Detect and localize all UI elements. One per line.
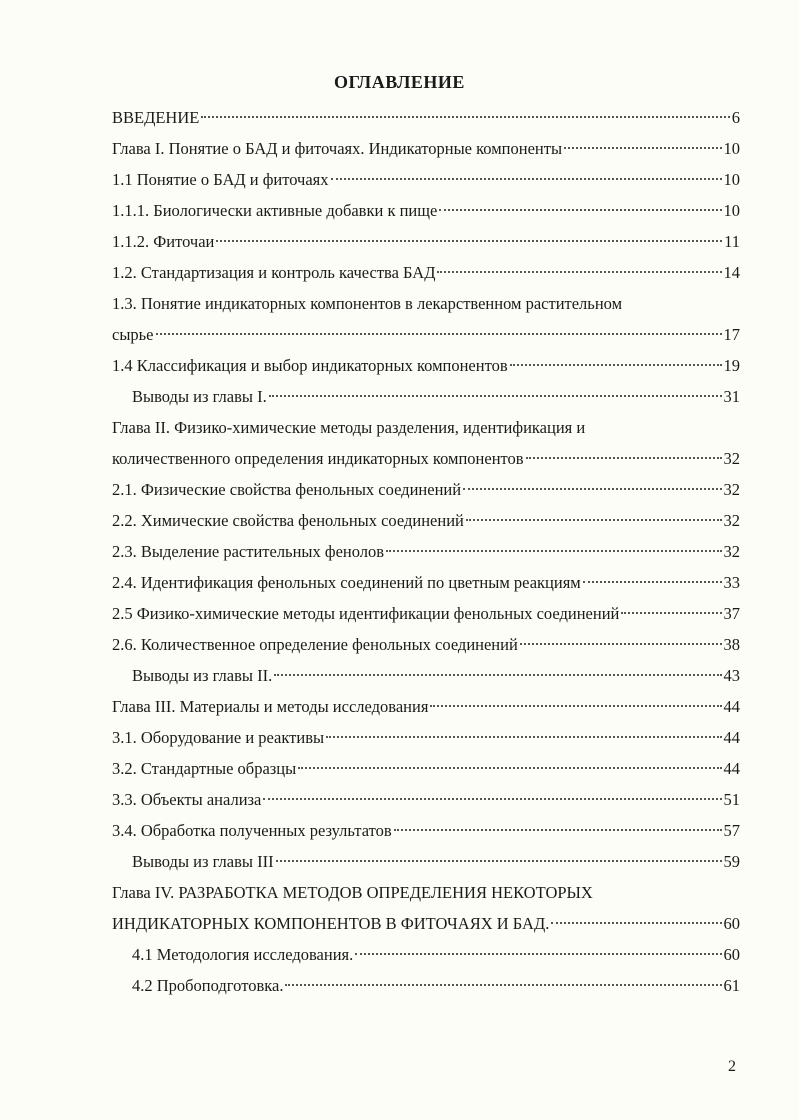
dot-leader	[510, 364, 722, 366]
toc-entry-label: 1.4 Классификация и выбор индикаторных компонентов	[112, 356, 508, 375]
dot-leader	[201, 116, 729, 118]
toc-entry[interactable]	[112, 133, 740, 164]
toc-entry-page: 32	[723, 511, 740, 530]
dot-leader	[216, 240, 722, 242]
toc-entry-page: 61	[723, 976, 740, 995]
toc-entry-label: Выводы из главы III	[132, 852, 274, 871]
dot-leader	[551, 922, 721, 924]
toc-entry-page: 44	[723, 759, 740, 778]
toc-entry-label: 4.2 Пробоподготовка.	[132, 976, 284, 995]
toc-entry[interactable]	[112, 443, 740, 474]
toc-entry-label: Глава I. Понятие о БАД и фиточаях. Индикаторные компоненты	[112, 139, 563, 158]
toc-entry-label: 2.6. Количественное определение фенольных соединений	[112, 635, 518, 654]
dot-leader	[437, 271, 721, 273]
toc-entry[interactable]	[112, 877, 740, 908]
toc-entry-page: 60	[723, 945, 740, 964]
toc-entry-label: 1.3. Понятие индикаторных компонентов в лекарственном растительном	[112, 294, 623, 313]
toc-entry[interactable]	[112, 722, 740, 753]
dot-leader	[331, 178, 722, 180]
toc-entry[interactable]	[112, 288, 740, 319]
dot-leader	[326, 736, 721, 738]
toc-entry-label: 2.1. Физические свойства фенольных соединений	[112, 480, 462, 499]
toc-entry[interactable]	[112, 195, 740, 226]
toc-entry-label: 1.2. Стандартизация и контроль качества БАД	[112, 263, 436, 282]
toc-entry-label: 1.1.2. Фиточаи	[112, 232, 215, 251]
toc-entry[interactable]	[112, 350, 740, 381]
toc-entry[interactable]	[112, 381, 740, 412]
toc-entry-page: 19	[723, 356, 740, 375]
toc-entry-label: Выводы из главы I.	[132, 387, 267, 406]
toc-entry[interactable]	[112, 629, 740, 660]
toc-entry-page: 11	[724, 232, 740, 251]
toc-entry-page: 44	[723, 728, 740, 747]
dot-leader	[298, 767, 721, 769]
dot-leader	[463, 488, 721, 490]
toc-entry-page: 38	[723, 635, 740, 654]
toc-entry[interactable]	[112, 815, 740, 846]
toc-entry[interactable]	[112, 753, 740, 784]
dot-leader	[285, 984, 721, 986]
toc-entry-page: 32	[723, 449, 740, 468]
toc-entry[interactable]	[112, 939, 740, 970]
toc-entry[interactable]	[112, 164, 740, 195]
toc-entry-label: количественного определения индикаторных компонентов	[112, 449, 524, 468]
toc-entry-page: 14	[723, 263, 740, 282]
dot-leader	[263, 798, 721, 800]
toc-entry[interactable]	[112, 226, 740, 257]
toc-entry-label: 2.2. Химические свойства фенольных соединений	[112, 511, 464, 530]
toc-entry[interactable]	[112, 660, 740, 691]
toc-entry[interactable]	[112, 970, 740, 1001]
dot-leader	[430, 705, 721, 707]
dot-leader	[583, 581, 722, 583]
toc-entry-page: 33	[723, 573, 740, 592]
toc-entry[interactable]	[112, 505, 740, 536]
page-number: 2	[728, 1058, 736, 1075]
toc-entry-label: 3.2. Стандартные образцы	[112, 759, 297, 778]
toc-entry-page: 57	[723, 821, 740, 840]
dot-leader	[386, 550, 721, 552]
toc-entry[interactable]	[112, 257, 740, 288]
toc-entry-page: 43	[723, 666, 740, 685]
toc-entry[interactable]	[112, 691, 740, 722]
dot-leader	[274, 674, 721, 676]
toc-entry-label: 4.1 Методология исследования.	[132, 945, 354, 964]
toc-entry[interactable]	[112, 567, 740, 598]
toc-entry[interactable]	[112, 474, 740, 505]
toc-entry-page: 51	[723, 790, 740, 809]
toc-entry[interactable]	[112, 102, 740, 133]
dot-leader	[355, 953, 721, 955]
toc-entry-page: 59	[723, 852, 740, 871]
dot-leader	[276, 860, 722, 862]
toc-entry-label: Глава IV. РАЗРАБОТКА МЕТОДОВ ОПРЕДЕЛЕНИЯ НЕКОТОРЫХ	[112, 883, 593, 902]
toc-entry-label: 2.3. Выделение растительных фенолов	[112, 542, 385, 561]
dot-leader	[526, 457, 722, 459]
toc-entry-page: 44	[723, 697, 740, 716]
dot-leader	[394, 829, 722, 831]
dot-leader	[564, 147, 721, 149]
dot-leader	[466, 519, 722, 521]
toc-entry-label: ВВЕДЕНИЕ	[112, 108, 200, 127]
toc-entry-label: 3.3. Объекты анализа	[112, 790, 262, 809]
table-of-contents	[112, 102, 740, 1001]
toc-entry-label: 3.1. Оборудование и реактивы	[112, 728, 325, 747]
toc-entry-page: 10	[723, 201, 740, 220]
toc-entry-label: 2.5 Физико-химические методы идентификации фенольных соединений	[112, 604, 620, 623]
toc-entry-page: 60	[723, 914, 740, 933]
toc-entry-page: 32	[723, 542, 740, 561]
toc-entry-label: сырье	[112, 325, 154, 344]
toc-entry-page: 31	[723, 387, 740, 406]
toc-entry-label: 1.1.1. Биологически активные добавки к пище	[112, 201, 438, 220]
toc-entry-page: 10	[723, 170, 740, 189]
toc-entry-page: 6	[731, 108, 740, 127]
toc-entry-page: 17	[723, 325, 740, 344]
toc-entry-page: 10	[723, 139, 740, 158]
dot-leader	[269, 395, 722, 397]
toc-entry[interactable]	[112, 784, 740, 815]
toc-entry[interactable]	[112, 598, 740, 629]
toc-entry[interactable]	[112, 536, 740, 567]
page-title: ОГЛАВЛЕНИЕ	[334, 72, 465, 92]
toc-entry-label: 3.4. Обработка полученных результатов	[112, 821, 392, 840]
toc-entry-label: Глава III. Материалы и методы исследования	[112, 697, 429, 716]
dot-leader	[520, 643, 722, 645]
toc-entry-label: 1.1 Понятие о БАД и фиточаях	[112, 170, 329, 189]
dot-leader	[439, 209, 721, 211]
toc-entry[interactable]	[112, 846, 740, 877]
toc-entry[interactable]	[112, 412, 740, 443]
toc-entry-label: ИНДИКАТОРНЫХ КОМПОНЕНТОВ В ФИТОЧАЯХ И БАД.	[112, 914, 550, 933]
toc-entry-page: 32	[723, 480, 740, 499]
dot-leader	[621, 612, 721, 614]
toc-entry-label: Выводы из главы II.	[132, 666, 273, 685]
toc-entry[interactable]	[112, 319, 740, 350]
toc-entry-page: 37	[723, 604, 740, 623]
dot-leader	[156, 333, 722, 335]
toc-entry-label: 2.4. Идентификация фенольных соединений по цветным реакциям	[112, 573, 581, 592]
toc-entry-label: Глава II. Физико-химические методы разделения, идентификация и	[112, 418, 586, 437]
toc-entry[interactable]	[112, 908, 740, 939]
